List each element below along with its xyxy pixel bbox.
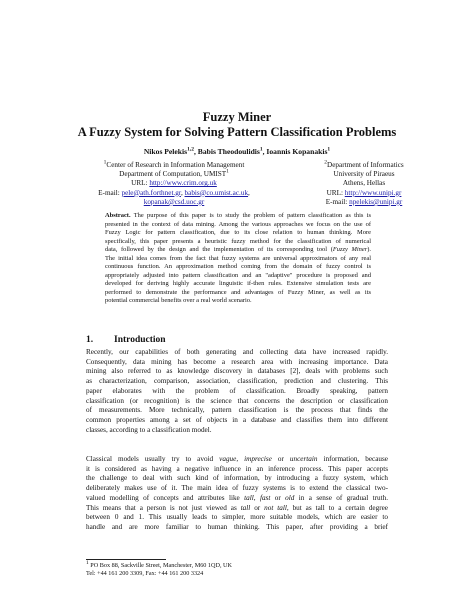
paragraph-line: as characterization, comparison, association, classification, prediction and clustering. This: [86, 377, 388, 386]
affiliation-url-link[interactable]: http://www.crim.org.uk: [149, 179, 217, 188]
paragraph-line: the challenge to deal with such kind of information, by introducing a fuzzy system, which: [86, 474, 388, 483]
body-paragraph: [86, 455, 388, 533]
section-number: 1.: [86, 335, 94, 345]
author-separator: ,: [193, 147, 198, 156]
paragraph-line: Consequently, data mining has become a research area with increasing importance. Data: [86, 357, 388, 366]
abstract-line: potential commercial benefits over a real world scenario.: [105, 297, 252, 305]
footnote-line: $^1$ PO Box 88, Sackville Street, Manchester, M60 1QD, UK: [86, 559, 232, 569]
abstract-line: The initial idea comes from the fact that fuzzy systems are universal approximators of any real: [105, 254, 371, 262]
paragraph-line: of measurements. More technically, pattern classification is the process that finds the: [86, 406, 388, 415]
abstract-line: performed to demonstrate the performance and advantages of Fuzzy Miner, as well as its: [105, 288, 371, 296]
affiliation-line: $^2$Department of Informatics: [324, 159, 404, 169]
paragraph-line: deliberately makes use of it. The main idea of fuzzy systems is to extend the classical two-: [86, 484, 388, 493]
section-title: Introduction: [114, 335, 166, 345]
author-affil-sup: 1: [259, 146, 263, 153]
affiliation-url-link[interactable]: http://www.unipi.gr: [344, 188, 402, 197]
author-affil-sup: 1: [327, 146, 331, 153]
paragraph-line: Classical models usually try to avoid vague, imprecise or uncertain information, because: [86, 455, 388, 463]
footnote: [86, 559, 232, 578]
paragraph-line: handle and are more familiar to human thinking. This paper, after providing a brief: [86, 522, 388, 531]
abstract-label: Abstract.: [105, 212, 131, 219]
abstract-line: continuous function. An approximation method coming from the domain of fuzzy control is: [105, 263, 371, 271]
email-link[interactable]: npelekis@unipi.gr: [349, 197, 403, 206]
paper-title-line2: A Fuzzy System for Solving Pattern Classification Problems: [77, 125, 397, 139]
paragraph-line: paper elaborates with the problem of classification. Broadly speaking, pattern: [86, 386, 388, 395]
body-paragraph: [86, 348, 388, 435]
author-list: [0, 147, 474, 157]
author-separator: ,: [262, 147, 267, 156]
author-name: Nikos Pelekis: [143, 147, 188, 156]
paragraph-line: classes, according to a classification model.: [86, 425, 212, 434]
author-name: Ioannis Kopanakis: [266, 147, 328, 156]
author-affil-sup: 1,2: [187, 146, 194, 153]
abstract-line: specifically, this paper presents a heuristic fuzzy method for the classification of numerical: [105, 237, 371, 245]
affiliation-left: [72, 161, 276, 207]
abstract-line: appropriately adjusted into pattern classification and an "adaptive" procedure is proposed and: [105, 271, 371, 279]
affiliation-email-line: [72, 198, 276, 207]
paragraph-line: classification (or recognition) is the science that concerns the description or classification: [86, 396, 388, 405]
abstract: [105, 212, 371, 306]
email-link[interactable]: pele@ath.forthnet.gr: [121, 188, 181, 197]
abstract-line: Abstract. The purpose of this paper is to study the problem of pattern classification as this is: [105, 212, 371, 219]
affil-sup: 1: [103, 159, 107, 166]
affiliation-url-line: URL: http://www.unipi.gr: [326, 188, 402, 197]
paragraph-line: This means that a person is not just viewed as tall or not tall, but as tall to a certain degree: [86, 503, 388, 512]
affiliation-line: Athens, Hellas: [342, 179, 386, 188]
abstract-line: presented in the context of data mining. Among the various approaches we focus on the use of: [105, 220, 371, 228]
paragraph-line: between 0 and 1. This usually leads to simpler, more suitable models, which are easier to: [86, 513, 388, 522]
affiliation-email-line: E-mail: npelekis@unipi.gr: [325, 197, 403, 206]
paragraph-line: Recently, our capabilities of both generating and collecting data have increased rapidly.: [86, 348, 388, 356]
affiliation-line: $^1$Center of Research in Information Management: [103, 159, 245, 169]
section-heading: [86, 334, 166, 346]
abstract-line: Fuzzy Logic for pattern classification, due to its close relation to human thinking. More: [105, 229, 371, 237]
footnote-sup: 1: [86, 559, 89, 566]
paragraph-line: valued modelling of concepts and attributes like tall, fast or old in a sense of gradual truth.: [86, 493, 388, 502]
abstract-line: data, followed by the design and the implementation of its corresponding tool (Fuzzy Miner).: [105, 246, 371, 254]
paragraph-line: common properties among a set of objects in a database and classifies them into different: [86, 415, 388, 424]
affiliation-url-line: URL: http://www.crim.org.uk: [131, 179, 217, 188]
affiliation-right: [300, 161, 428, 207]
email-link[interactable]: kopanak@csd.uoc.gr: [143, 197, 205, 206]
affiliation-line: University of Piraeus: [333, 170, 395, 179]
footnote-line: Tel: +44 161 200 3309, Fax: +44 161 200 3324: [86, 570, 204, 577]
paper-title-line1: Fuzzy Miner: [202, 110, 272, 124]
paragraph-line: it is considered as having a negative influence in an inference process. This paper accepts: [86, 464, 388, 473]
footnote-divider: [86, 559, 166, 560]
affiliation-line: Department of Computation, UMIST$^1$: [119, 168, 229, 179]
abstract-line: developed for deriving highly accurate linguistic if-then rules. Extensive simulation tests are: [105, 280, 371, 288]
affiliation-email-line: E-mail: pele@ath.forthnet.gr, babis@co.umist.ac.uk,: [98, 188, 250, 197]
affil-sup: 2: [324, 159, 328, 166]
email-link[interactable]: babis@co.umist.ac.uk: [184, 188, 249, 197]
affil-sup: 1: [226, 168, 229, 175]
author-name: Babis Theodoulidis: [197, 147, 260, 156]
paragraph-line: mining also referred to as knowledge discovery in databases [2], deals with problems such: [86, 367, 388, 376]
